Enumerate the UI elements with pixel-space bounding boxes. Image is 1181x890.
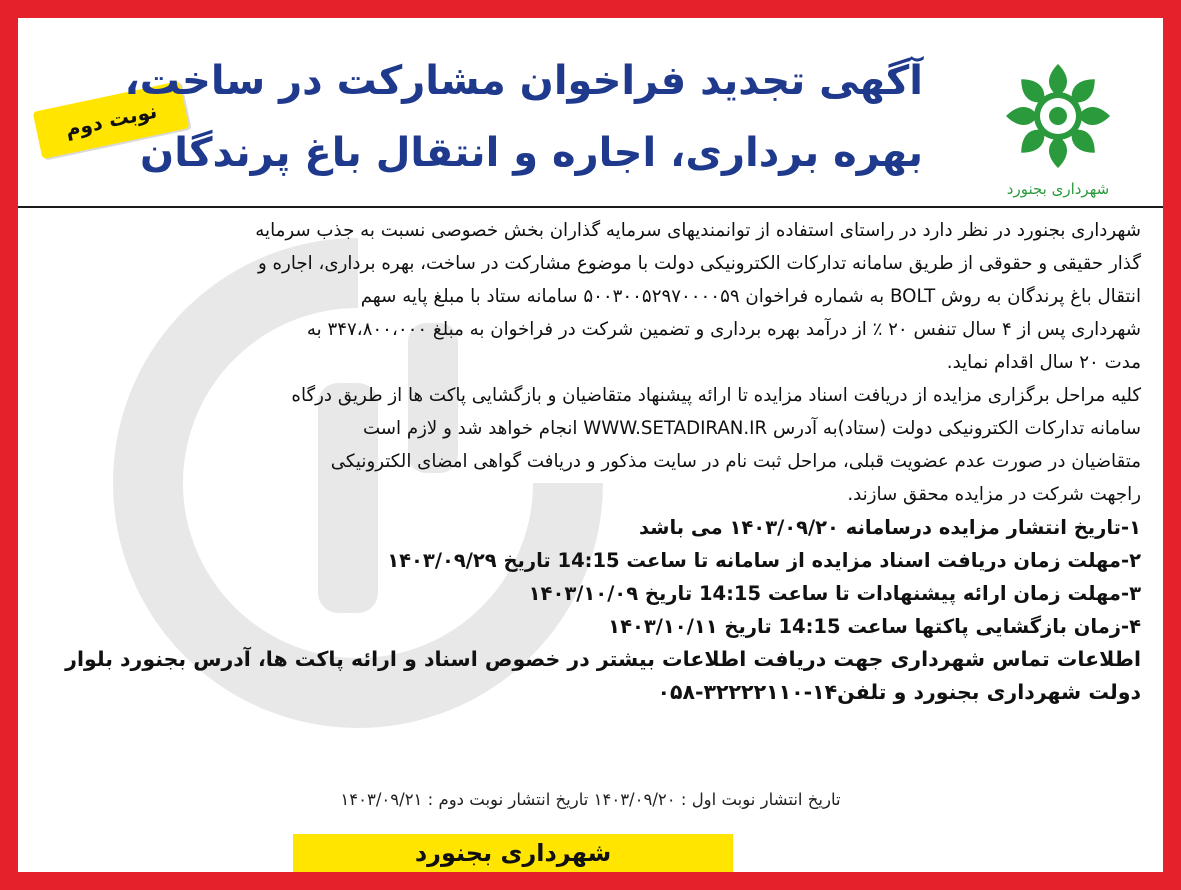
paragraph-1-line-2: گذار حقیقی و حقوقی از طریق سامانه تدارکات الکترونیکی دولت با موضوع مشارکت در ساخت، بهره برداری، اجاره و xyxy=(257,253,1141,274)
list-item-4: ۴-زمان بازگشایی پاکتها ساعت 14:15 تاریخ ۱۴۰۳/۱۰/۱۱ xyxy=(608,615,1141,638)
ad-body xyxy=(40,214,1141,709)
list-item-1: ۱-تاریخ انتشار مزایده درسامانه ۱۴۰۳/۰۹/۲۰ می باشد xyxy=(639,516,1141,539)
paragraph-1-line-4: شهرداری پس از ۴ سال تنفس ۲۰ ٪ از درآمد بهره برداری و تضمین شرکت در فراخوان به مبلغ ۳۴۷،۸۰۰،۰۰۰ به xyxy=(306,319,1141,340)
paragraph-2-line-4: راجهت شرکت در مزایده محقق سازند. xyxy=(847,484,1141,505)
contact-line-2: دولت شهرداری بجنورد و تلفن۱۴-۳۲۲۲۲۱۱۰-۰۵۸ xyxy=(657,680,1141,704)
ad-title-line-1: آگهی تجدید فراخوان مشارکت در ساخت، xyxy=(124,58,923,104)
paragraph-1-line-3: انتقال باغ پرندگان به روش BOLT به شماره فراخوان ۵۰۰۳۰۰۵۲۹۷۰۰۰۰۵۹ سامانه ستاد با مبلغ پایه سهم xyxy=(360,286,1141,307)
edition-badge: نوبت دوم xyxy=(33,81,190,159)
logo-caption: شهرداری بجنورد xyxy=(1006,180,1110,198)
ad-title-line-2: بهره برداری، اجاره و انتقال باغ پرندگان xyxy=(140,130,923,176)
ad-content-area xyxy=(18,18,1163,872)
paragraph-1-line-5: مدت ۲۰ سال اقدام نماید. xyxy=(946,352,1141,373)
contact-line-1: اطلاعات تماس شهرداری جهت دریافت اطلاعات بیشتر در خصوص اسناد و ارائه پاکت ها، آدرس بجنورد بلوار xyxy=(65,647,1141,671)
paragraph-2-line-3: متقاضیان در صورت عدم عضویت قبلی، مراحل ثبت نام در سایت مذکور و دریافت گواهی امضای الکترونیکی xyxy=(330,451,1141,472)
paragraph-1-line-1: شهرداری بجنورد در نظر دارد در راستای استفاده از توانمندیهای سرمایه گذاران بخش خصوصی نسبت به جذب سرمایه xyxy=(255,220,1141,241)
ad-header xyxy=(18,18,1163,208)
municipality-emblem-icon xyxy=(973,54,1143,204)
list-item-2: ۲-مهلت زمان دریافت اسناد مزایده از سامانه تا ساعت 14:15 تاریخ ۱۴۰۳/۰۹/۲۹ xyxy=(387,549,1141,572)
publication-dates: تاریخ انتشار نوبت اول : ۱۴۰۳/۰۹/۲۰ تاریخ انتشار نوبت دوم : ۱۴۰۳/۰۹/۲۱ xyxy=(340,790,841,809)
paragraph-2-line-2: سامانه تدارکات الکترونیکی دولت (ستاد)به آدرس WWW.SETADIRAN.IR انجام خواهد شد و لازم است xyxy=(362,418,1141,439)
paragraph-2-line-1: کلیه مراحل برگزاری مزایده از دریافت اسناد مزایده تا ارائه پیشنهاد متقاضیان و بازگشایی پاکت ها از طریق درگاه xyxy=(291,385,1141,406)
footer-municipality-name: شهرداری بجنورد xyxy=(293,834,733,872)
list-item-3: ۳-مهلت زمان ارائه پیشنهادات تا ساعت 14:15 تاریخ ۱۴۰۳/۱۰/۰۹ xyxy=(528,582,1141,605)
